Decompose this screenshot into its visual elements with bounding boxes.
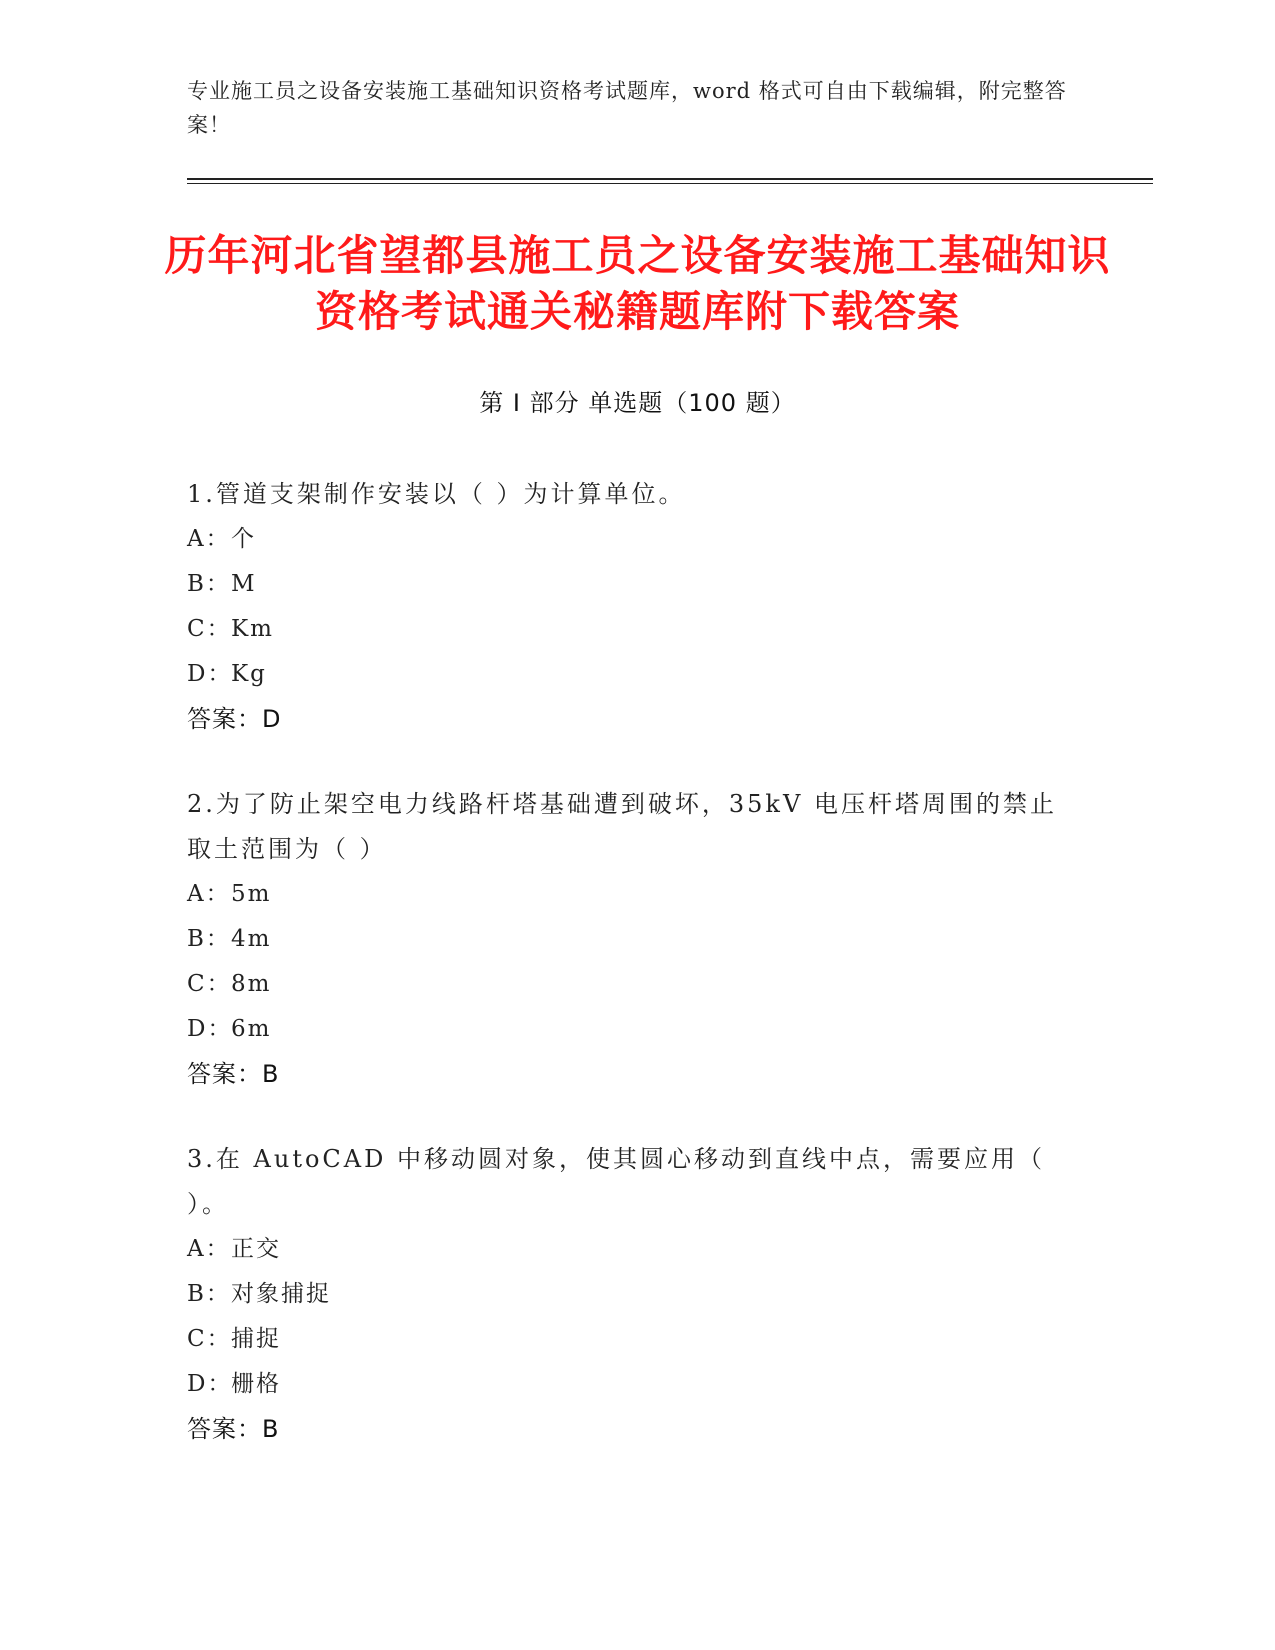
option-key: A： xyxy=(187,881,231,907)
option-a xyxy=(187,1227,1067,1272)
question-stem: 2.为了防止架空电力线路杆塔基础遭到破坏，35kV 电压杆塔周围的禁止取土范围为（ ） xyxy=(187,790,1057,863)
option-key: A： xyxy=(187,526,231,552)
option-key: B： xyxy=(187,926,231,952)
header-divider-thick xyxy=(187,178,1153,180)
option-text: M xyxy=(231,571,257,597)
option-text: 8m xyxy=(231,971,272,997)
header-divider-thin xyxy=(187,183,1153,184)
question-item xyxy=(187,1137,1067,1452)
option-b xyxy=(187,1272,1067,1317)
option-text: Kg xyxy=(231,661,267,687)
option-a xyxy=(187,872,1067,917)
option-text: Km xyxy=(231,616,274,642)
option-text: 4m xyxy=(231,926,272,952)
option-text: 个 xyxy=(231,526,256,552)
option-d xyxy=(187,1007,1067,1052)
option-text: 正交 xyxy=(231,1236,281,1262)
answer-line: 答案：B xyxy=(187,1415,280,1443)
option-key: B： xyxy=(187,571,231,597)
option-key: D： xyxy=(187,1371,233,1397)
option-text: 栅格 xyxy=(231,1371,281,1397)
section-heading: 第 I 部分 单选题（100 题） xyxy=(479,389,796,417)
option-c xyxy=(187,607,1067,652)
answer-line: 答案：B xyxy=(187,1060,280,1088)
question-list xyxy=(187,472,1067,1492)
option-text: 对象捕捉 xyxy=(231,1281,331,1307)
option-a xyxy=(187,517,1067,562)
question-item xyxy=(187,472,1067,742)
option-key: C： xyxy=(187,971,232,997)
question-stem: 1.管道支架制作安装以（ ）为计算单位。 xyxy=(187,480,686,508)
option-text: 5m xyxy=(231,881,272,907)
question-stem: 3.在 AutoCAD 中移动圆对象，使其圆心移动到直线中点，需要应用（ ）。 xyxy=(187,1145,1045,1218)
option-key: D： xyxy=(187,661,233,687)
question-item xyxy=(187,782,1067,1097)
option-b xyxy=(187,562,1067,607)
option-c xyxy=(187,962,1067,1007)
option-key: B： xyxy=(187,1281,231,1307)
option-c xyxy=(187,1317,1067,1362)
option-key: C： xyxy=(187,616,232,642)
option-d xyxy=(187,1362,1067,1407)
header-note: 专业施工员之设备安装施工基础知识资格考试题库，word 格式可自由下载编辑，附完整答案！ xyxy=(187,79,1067,137)
option-key: D： xyxy=(187,1016,233,1042)
option-b xyxy=(187,917,1067,962)
option-d xyxy=(187,652,1067,697)
option-key: C： xyxy=(187,1326,232,1352)
option-key: A： xyxy=(187,1236,231,1262)
answer-line: 答案：D xyxy=(187,705,282,733)
document-title: 历年河北省望都县施工员之设备安装施工基础知识资格考试通关秘籍题库附下载答案 xyxy=(164,231,1111,336)
option-text: 6m xyxy=(231,1016,272,1042)
option-text: 捕捉 xyxy=(231,1326,281,1352)
